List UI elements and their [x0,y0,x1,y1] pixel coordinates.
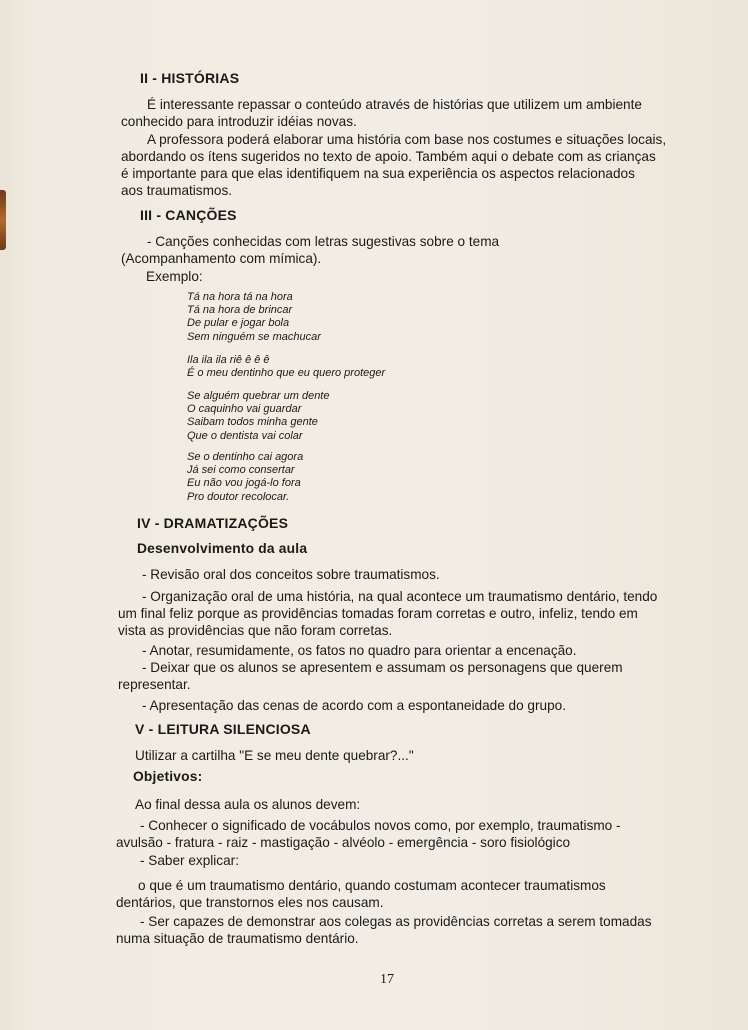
text-line: representar. [118,677,191,692]
leitura-lead: Ao final dessa aula os alunos devem: [135,797,361,812]
text-line: - Ser capazes de demonstrar aos colegas as providências corretas a serem tomadas [140,914,652,929]
verse: Se o dentinho cai agora [187,451,304,463]
text-line: o que é um traumatismo dentário, quando costumam acontecer traumatismos [138,878,606,893]
verse: Tá na hora de brincar [187,304,293,317]
text-line: (Acompanhamento com mímica). [121,251,322,266]
song-stanza-4 [187,451,303,504]
leitura-item-4 [116,913,686,947]
song-stanza-2 [187,354,385,380]
text-line: - Saber explicar: [140,853,239,868]
text-line: - Conhecer o significado de vocábulos novos como, por exemplo, traumatismo - [140,818,621,833]
dramatizacoes-item-3 [118,642,686,659]
text-line: - Anotar, resumidamente, os fatos no quadro para orientar a encenação. [142,643,577,658]
text-line: A professora poderá elaborar uma história com base nos costumes e situações locais, [147,132,667,147]
song-stanza-1 [187,291,321,344]
leitura-item-1 [116,817,686,851]
text-line: avulsão - fratura - raiz - mastigação - alvéolo - emergência - soro fisiológico [116,835,571,850]
text-line: - Apresentação das cenas de acordo com a espontaneidade do grupo. [142,698,566,713]
leitura-intro: Utilizar a cartilha "E se meu dente quebrar?..." [135,748,414,763]
text-line: abordando os ítens sugeridos no texto de apoio. Também aqui o debate com as crianças [121,149,656,164]
verse: Que o dentista vai colar [187,429,303,442]
text-line: conhecido para introduzir idéias novas. [121,114,357,129]
text-line: dentários, que transtornos eles nos causam. [116,895,384,910]
historias-paragraph-2 [121,131,686,199]
text-line: numa situação de traumatismo dentário. [116,931,359,946]
text-line: - Canções conhecidas com letras sugestivas sobre o tema [147,234,500,249]
text-line: - Deixar que os alunos se apresentem e assumam os personagens que querem [142,660,623,675]
text-line: - Revisão oral dos conceitos sobre traumatismos. [142,567,440,582]
text-line: É interessante repassar o conteúdo através de histórias que utilizem um ambiente [147,97,642,112]
verse: De pular e jogar bola [187,317,290,330]
dramatizacoes-item-2 [118,588,686,639]
text-line: um final feliz porque as providências tomadas foram corretas e outro, infeliz, tendo em [118,606,638,621]
verse: O caquinho vai guardar [187,403,302,416]
text-line: - Organização oral de uma história, na qual acontece um traumatismo dentário, tendo [142,589,658,604]
dramatizacoes-item-4 [118,659,686,693]
cancoes-paragraph [121,233,686,267]
text-line: aos traumatismos. [121,183,233,198]
verse: É o meu dentinho que eu quero proteger [187,367,386,380]
section-title-leitura: V - LEITURA SILENCIOSA [135,721,311,737]
subtitle-desenvolvimento: Desenvolvimento da aula [137,541,308,556]
verse: Tá na hora tá na hora [187,291,293,303]
section-title-cancoes: III - CANÇÕES [140,207,237,223]
section-title-dramatizacoes: IV - DRAMATIZAÇÕES [137,515,289,531]
section-title-historias: II - HISTÓRIAS [140,70,240,86]
text-line: é importante para que elas identifiquem na sua experiência os aspectos relacionados [121,166,635,181]
objetivos-label: Objetivos: [133,769,203,784]
verse: Ila ila ila riê ê ê ê [187,354,270,366]
verse: Já sei como consertar [187,464,295,477]
exemplo-label: Exemplo: [146,269,203,284]
dramatizacoes-item-1 [118,566,686,583]
verse: Eu não vou jogá-lo fora [187,477,301,490]
verse: Sem ninguém se machucar [187,330,321,343]
verse: Pro doutor recolocar. [187,490,290,503]
verse: Saibam todos minha gente [187,416,318,429]
leitura-item-2 [116,852,686,869]
historias-paragraph-1 [121,96,686,130]
song-stanza-3 [187,390,329,443]
verse: Se alguém quebrar um dente [187,390,330,402]
dramatizacoes-item-5 [118,697,686,714]
text-line: vista as providências que não foram corretas. [118,623,393,638]
page-number: 17 [380,972,394,987]
leitura-item-3 [116,877,686,911]
